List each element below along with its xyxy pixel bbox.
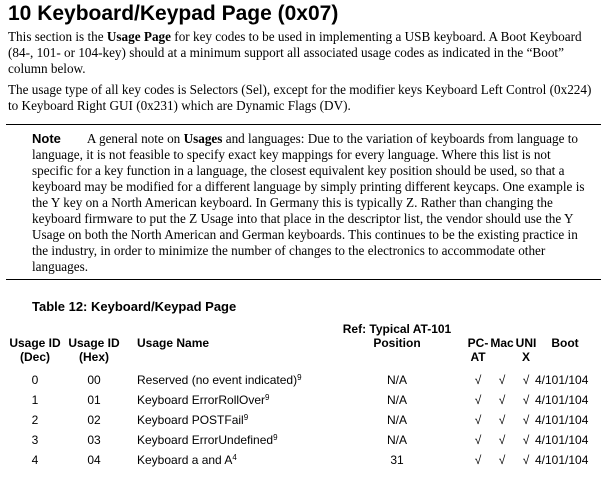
note-block: Note A general note on Usages and languages: Due to the variation of keyboards from language to language, it is not feasible to specify exact key mappings for every language. Where this list is not specific for a key function in a language, the closest equivalent key position should be used, so that a keyboard may be modified for a different language by simply printing different keycaps. One example is the Y key on a North American keyboard. In Germany this is typically Z. Rather than changing the keyboard firmware to put the Z Usage into that place in the descriptor list, the vendor should use the Y Usage on both the North American and German keyboards. This continues to be the existing practice in the industry, in order to minimize the number of changes to the electronics to accommodate other languages. xyxy=(32,131,585,274)
cell-boot: 4/101/104 xyxy=(535,373,589,387)
cell-usage-dec: 2 xyxy=(31,413,39,427)
cell-usage-dec: 1 xyxy=(31,393,39,407)
cell-usage-dec: 4 xyxy=(31,453,39,467)
cell-usage-name: Keyboard ErrorUndefined$^9$ xyxy=(137,433,278,447)
page-heading: 10 Keyboard/Keypad Page (0x07) xyxy=(8,2,339,25)
cell-boot: 4/101/104 xyxy=(535,393,589,407)
cell-mac-check: √ xyxy=(498,433,506,447)
cell-pc-at-check: √ xyxy=(474,453,482,467)
header-usage-id-dec: Usage ID (Dec) xyxy=(9,336,61,364)
cell-usage-hex: 02 xyxy=(87,413,101,427)
cell-unix-check: √ xyxy=(522,413,530,427)
cell-usage-name: Reserved (no event indicated)$^9$ xyxy=(137,373,302,387)
cell-boot: 4/101/104 xyxy=(535,413,589,427)
cell-unix-check: √ xyxy=(522,453,530,467)
cell-usage-dec: 0 xyxy=(31,373,39,387)
cell-pc-at-check: √ xyxy=(474,373,482,387)
cell-usage-hex: 01 xyxy=(87,393,101,407)
cell-mac-check: √ xyxy=(498,453,506,467)
note-top-rule xyxy=(6,124,601,125)
cell-ref-position: N/A xyxy=(386,393,407,407)
cell-usage-name: Keyboard a and $A^4$ xyxy=(137,453,237,467)
cell-unix-check: √ xyxy=(522,373,530,387)
cell-ref-position: 31 xyxy=(390,453,404,467)
cell-usage-dec: 3 xyxy=(31,433,39,447)
cell-boot: 4/101/104 xyxy=(535,453,589,467)
header-boot: Boot xyxy=(551,336,579,350)
cell-usage-hex: 00 xyxy=(87,373,101,387)
header-usage-name: Usage Name xyxy=(137,336,210,350)
header-ref-at101: Ref: Typical AT-101 Position xyxy=(342,322,452,350)
cell-usage-name: Keyboard POSTFail$^9$ xyxy=(137,413,249,427)
cell-pc-at-check: √ xyxy=(474,413,482,427)
cell-unix-check: √ xyxy=(522,433,530,447)
cell-ref-position: N/A xyxy=(386,433,407,447)
cell-mac-check: √ xyxy=(498,373,506,387)
usage-type-paragraph: The usage type of all key codes is Selectors (Sel), except for the modifier keys Keyboard Left Control (0x224) to Keyboard Right GUI (0x231) which are Dynamic Flags (DV). xyxy=(8,82,592,113)
cell-pc-at-check: √ xyxy=(474,393,482,407)
intro-paragraph: This section is the Usage Page for key codes to be used in implementing a USB keyboard. A Boot Keyboard (84-, 101- or 104-key) should at a minimum support all associated usage codes as indicated in the “Boot” column below. xyxy=(8,29,582,76)
cell-unix-check: √ xyxy=(522,393,530,407)
cell-usage-name: Keyboard ErrorRollOver$^9$ xyxy=(137,393,270,407)
header-mac: Mac xyxy=(490,336,514,350)
cell-mac-check: √ xyxy=(498,393,506,407)
header-usage-id-hex: Usage ID (Hex) xyxy=(68,336,120,364)
header-pc-at: PC- AT xyxy=(467,336,489,364)
cell-usage-hex: 04 xyxy=(87,453,101,467)
note-bottom-rule xyxy=(6,279,601,280)
note-label: Note xyxy=(32,131,61,146)
cell-usage-hex: 03 xyxy=(87,433,101,447)
cell-boot: 4/101/104 xyxy=(535,433,589,447)
cell-ref-position: N/A xyxy=(386,373,407,387)
table-title: Table 12: Keyboard/Keypad Page xyxy=(32,299,237,314)
cell-mac-check: √ xyxy=(498,413,506,427)
cell-ref-position: N/A xyxy=(386,413,407,427)
cell-pc-at-check: √ xyxy=(474,433,482,447)
header-unix: UNI X xyxy=(515,336,537,364)
